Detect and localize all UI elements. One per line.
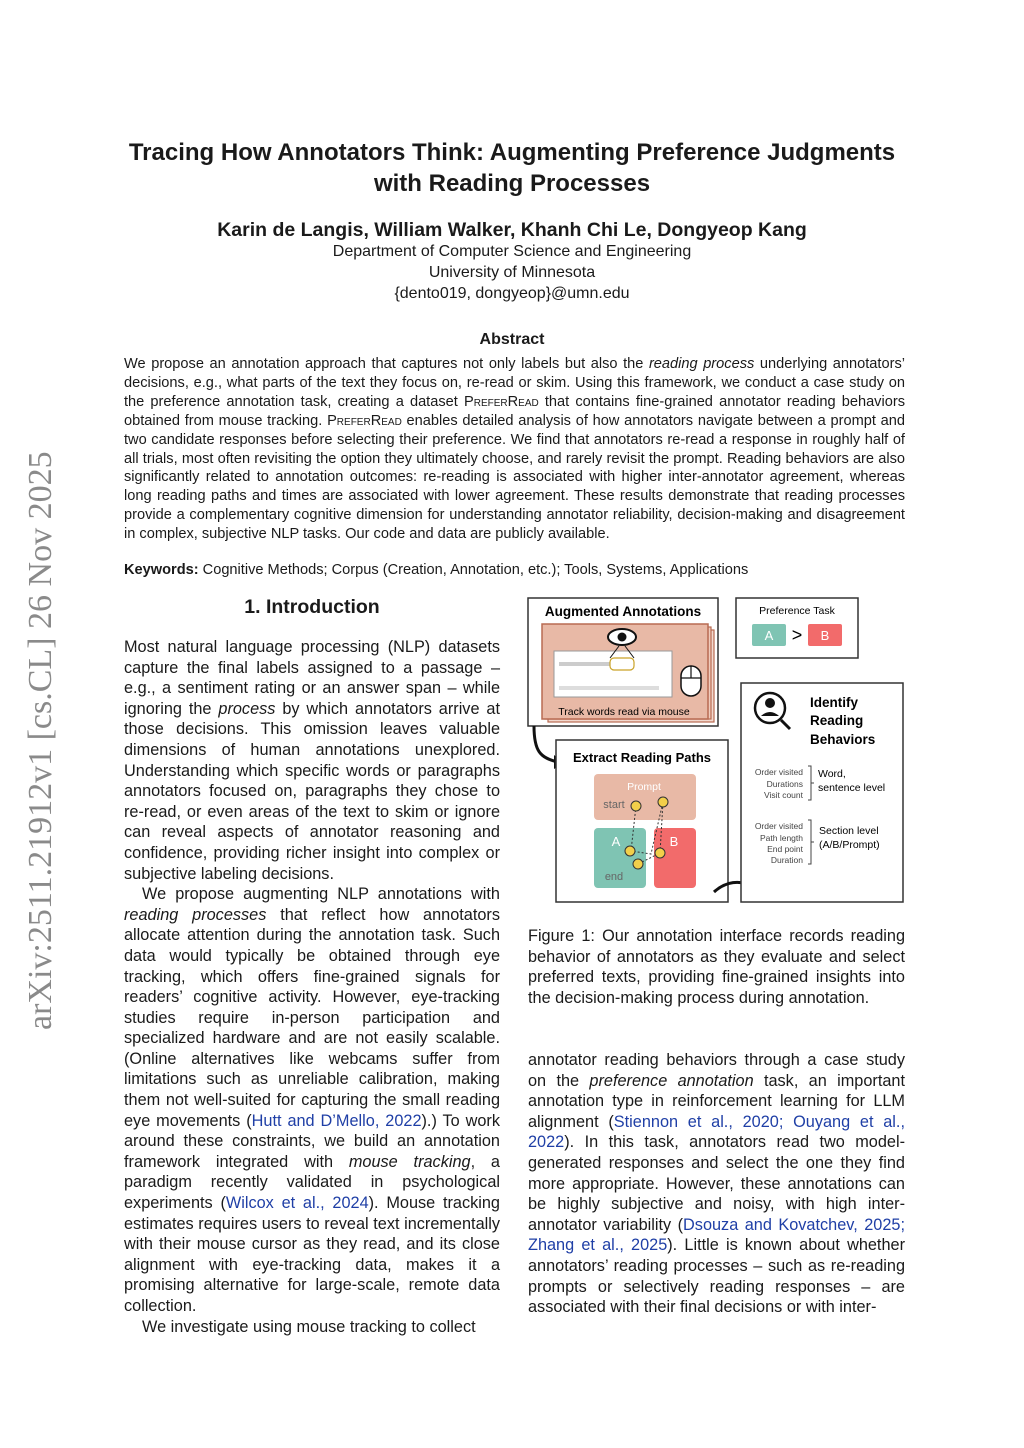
pref-title: Preference Task xyxy=(759,605,835,617)
blurred-text-line xyxy=(559,686,659,690)
identify-line-2: Reading xyxy=(810,713,864,728)
abstract-body: We propose an annotation approach that captures not only labels but also the reading process underlying annotators’ decisions, e.g., what parts of the text they focus on, re-read or skim. Using this framework, we conduct a case study on the preference annotation task, creating a dataset PreferRead that contains fine-grained annotator reading behaviors obtained from mouse tracking. PreferRead enables detailed analysis of how annotators navigate between a prompt and two candidate responses before selecting their preference. We find that annotators re-read a response in roughly half of all trials, most often revisiting the option they ultimately choose, and rarely revisit the prompt. Reading behaviors are also significantly related to annotation outcomes: re-reading is associated with higher inter-annotator agreement, whereas long reading paths and times are associated with lower agreement. These results demonstrate that reading processes provide a complementary cognitive dimension for understanding annotator reliability, decision-making and disagreement in complex, subjective NLP tasks. Our code and data are publicly available. xyxy=(124,356,905,543)
path-point xyxy=(625,846,635,856)
author-list: Karin de Langis, William Walker, Khanh Chi Le, Dongyeop Kang xyxy=(217,219,807,241)
identify-line-3: Behaviors xyxy=(810,732,876,747)
eye-pupil xyxy=(618,633,627,642)
extract-title: Extract Reading Paths xyxy=(573,750,711,765)
response-b-label: B xyxy=(669,834,679,849)
citation-link[interactable]: Ouyang et al., 2022 xyxy=(528,1112,905,1152)
citation-link[interactable]: Wilcox et al., 2024 xyxy=(225,1194,369,1213)
response-a-label: A xyxy=(611,834,621,849)
path-point xyxy=(633,859,643,869)
path-point xyxy=(658,797,668,807)
focused-word-highlight xyxy=(610,658,634,670)
aug-title: Augmented Annotations xyxy=(544,604,702,619)
path-point xyxy=(655,848,665,858)
section-level: Section level xyxy=(819,825,879,837)
section-feature: Order visited xyxy=(754,821,803,831)
figure-caption: Figure 1: Our annotation interface records reading behavior of annotators as they evaluate and select preferred texts, providing fine-grained insights into the decision-making process during annotation. xyxy=(528,927,905,1007)
title-line-1: Tracing How Annotators Think: Augmenting Preference Judgments xyxy=(128,139,896,166)
title-line-2: with Reading Processes xyxy=(373,170,651,197)
dataset-name: PreferRead xyxy=(327,412,402,429)
word-feature: Durations xyxy=(766,779,803,789)
department: Department of Computer Science and Engineering xyxy=(332,243,692,260)
arxiv-sidebar: arXiv:2511.21912v1 [cs.CL] 26 Nov 2025 xyxy=(22,451,59,1030)
right-column: annotator reading behaviors through a case study on the preference annotation task, an important annotation type in reinforcement learning for LLM alignment (Stiennon et al., 2020; Ouyang et al., 2022). In this task, annotators read two model-generated responses and select the one they find more appropriate. However, these annotations can be highly subjective and noisy, with high inter-annotator variability (Dsouza and Kovatchev, 2025; Zhang et al., 2025). Little is known about whether annotators’ reading processes – such as re-reading prompts or selectively reading responses – are associated with their final decisions or with inter- xyxy=(528,1051,905,1317)
university: University of Minnesota xyxy=(428,264,596,281)
track-label: Track words read via mouse xyxy=(558,706,690,718)
left-column: Most natural language processing (NLP) datasets capture the final labels assigned to a passage – e.g., a sentiment rating or an answer span – while ignoring the process by which annotators arrive at those decisions. This omission leaves valuable dimensions of human annotations unexplored. Understanding which specific words or paragraphs annotators focused on, paragraphs they chose to re-read, or even areas of the text to skim or ignore can reveal aspects of annotator reasoning and confidence, providing richer insight into complex or subjective labeling decisions. We propose augmenting NLP annotations with reading processes that reflect how annotators allocate attention during the annotation task. Such data would typically be obtained through eye tracking, which offers fine-grained signals for readers’ cognitive activity. However, eye-tracking studies require in-person participation and specialized hardware and are not easily scalable. (Online alternatives like webcams suffer from limitations such as unreliable calibration, making them not well-suited for capturing the small reading eye movements (Hutt and D’Mello, 2022).) To work around these constraints, we build an annotation framework integrated with mouse tracking, a paradigm recently validated in psychological experiments (Wilcox et al., 2024). Mouse tracking estimates requires users to reveal text incrementally with their mouse cursor as they read, and its close alignment with eye-tracking data, makes it a promising alternative for large-scale, remote data collection. We investigate using mouse tracking to collect xyxy=(124,638,500,1336)
section-feature: End point xyxy=(767,844,803,854)
end-label: end xyxy=(604,871,624,883)
option-a-label: A xyxy=(764,628,774,643)
preference-symbol: > xyxy=(791,625,803,645)
section-feature: Path length xyxy=(759,833,803,843)
prompt-label: Prompt xyxy=(627,781,661,793)
figure-1 xyxy=(526,596,908,906)
word-level: sentence level xyxy=(818,782,886,794)
citation-link[interactable]: Zhang et al., 2025 xyxy=(528,1236,668,1255)
start-label: start xyxy=(603,799,625,811)
identify-line-1: Identify xyxy=(810,695,859,710)
abstract-heading: Abstract xyxy=(479,331,545,348)
path-point xyxy=(631,801,641,811)
citation-link[interactable]: Stiennon et al., 2020 xyxy=(613,1112,779,1131)
email: {dento019, dongyeop}@umn.edu xyxy=(394,285,630,302)
user-head xyxy=(765,698,775,708)
keywords: Keywords: Cognitive Methods; Corpus (Creation, Annotation, etc.); Tools, Systems, Applications xyxy=(124,562,749,578)
word-level: Word, xyxy=(818,768,846,780)
citation-link[interactable]: Hutt and D’Mello, 2022 xyxy=(251,1111,422,1130)
paper-title xyxy=(100,137,924,199)
section-level: (A/B/Prompt) xyxy=(819,839,880,851)
section-heading-introduction: 1. Introduction xyxy=(244,596,380,618)
dataset-name: PreferRead xyxy=(463,393,539,410)
section-feature: Duration xyxy=(770,855,803,865)
option-b-label: B xyxy=(820,628,830,643)
citation-link[interactable]: Dsouza and Kovatchev, 2025 xyxy=(683,1215,901,1234)
word-feature: Visit count xyxy=(763,790,803,800)
word-feature: Order visited xyxy=(754,767,803,777)
